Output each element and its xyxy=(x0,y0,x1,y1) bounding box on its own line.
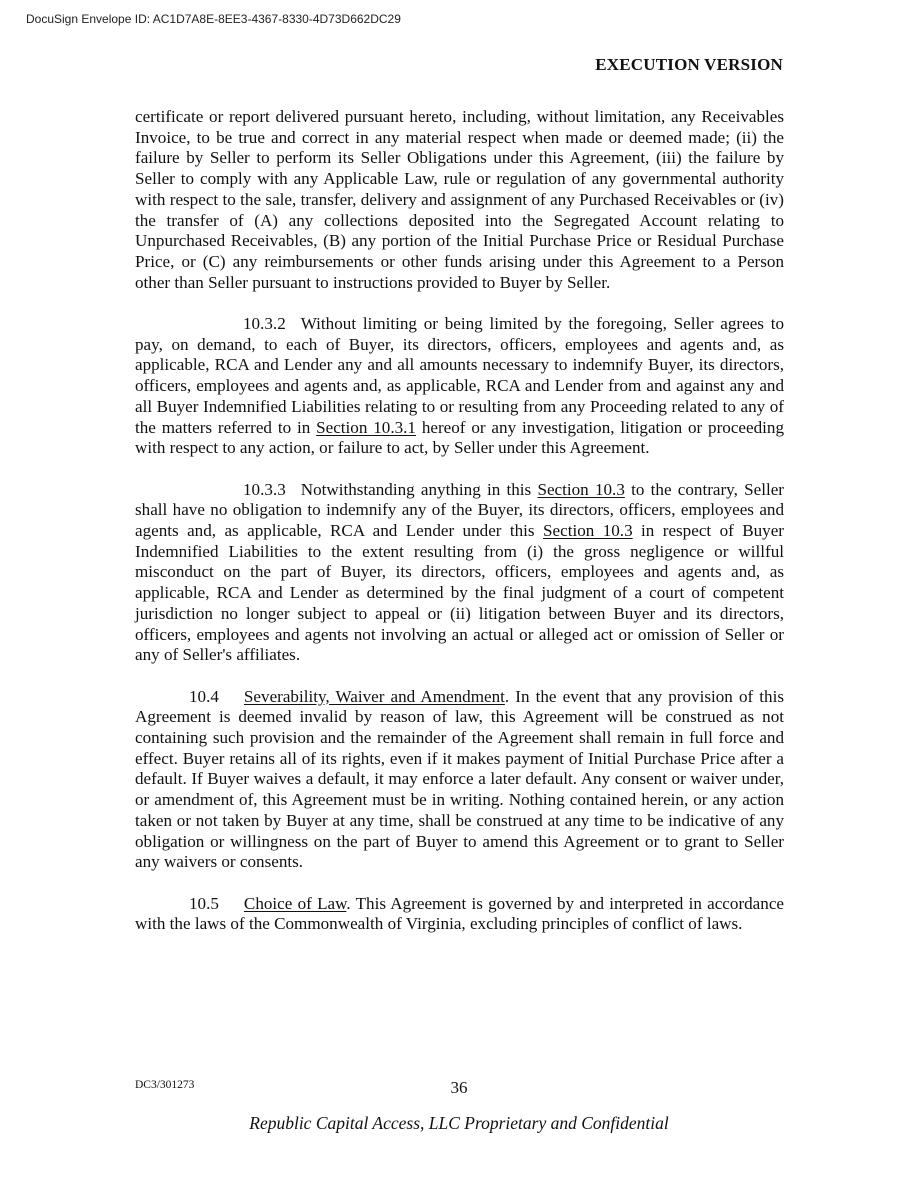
section-reference: Section 10.3.1 xyxy=(316,417,416,437)
paragraph-text: Notwithstanding anything in this xyxy=(300,479,538,499)
section-heading: Choice of Law xyxy=(243,893,347,913)
paragraph-text: in respect of Buyer Indemnified Liabilities to the extent resulting from (i) the gross negligence or willful misconduct on the part of Buyer, its directors, officers, employees and agents and, as applicable, RCA and Lender as determined by the final judgment of a court of competent jurisdiction no longer subject to appeal or (ii) litigation between Buyer and its directors, officers, employees and agents not involving an actual or alleged act or omission of Seller or any of Seller's affiliates. xyxy=(135,521,784,665)
paragraph-text: . This Agreement is governed by and interpreted in accordance with the laws of the Commonwealth of Virginia, excluding principles of conflict of laws. xyxy=(135,893,784,934)
section-10-4 xyxy=(135,687,784,873)
paragraph-text: Without limiting or being limited by the foregoing, Seller agrees to pay, on demand, to each of Buyer, its directors, officers, employees and agents and, as applicable, RCA and Lender any and all amounts necessary to indemnify Buyer, its directors, officers, employees and agents and, as applicable, RCA and Lender from and against any and all Buyer Indemnified Liabilities relating to or resulting from any Proceeding related to any of the matters referred to in xyxy=(135,314,784,437)
paragraph-continuation xyxy=(135,107,784,293)
confidentiality-notice: Republic Capital Access, LLC Proprietary and Confidential xyxy=(249,1113,669,1133)
section-heading: Severability, Waiver and Amendment xyxy=(243,686,505,706)
section-number: 10.3.3 xyxy=(243,479,286,499)
docusign-envelope-id: DocuSign Envelope ID: AC1D7A8E-8EE3-4367-8330-4D73D662DC29 xyxy=(26,12,401,26)
section-number: 10.5 xyxy=(189,893,219,913)
section-reference: Section 10.3 xyxy=(537,479,625,499)
section-reference: Section 10.3 xyxy=(543,521,633,541)
paragraph-text: . In the event that any provision of this Agreement is deemed invalid by reason of law, this Agreement will be construed as not containing such provision and the remainder of the Agreement shall remain in full force and effect. Buyer retains all of its rights, even if it makes payment of Initial Purchase Price after a default. If Buyer waives a default, it may enforce a later default. Any consent or waiver under, or amendment of, this Agreement must be in writing. Nothing contained herein, or any action taken or not taken by Buyer at any time, shall be construed at any time to be indicative of any obligation or willingness on the part of Buyer to amend this Agreement or to grant to Seller any waivers or consents. xyxy=(135,686,784,872)
execution-version-label: EXECUTION VERSION xyxy=(595,55,783,74)
section-number: 10.3.2 xyxy=(243,314,286,334)
section-10-3-3 xyxy=(135,480,784,666)
paragraph-text: certificate or report delivered pursuant hereto, including, without limitation, any Receivables Invoice, to be true and correct in any material respect when made or deemed made; (ii) the failure by Seller to perform its Seller Obligations under this Agreement, (iii) the failure by Seller to comply with any Applicable Law, rule or regulation of any governmental authority with respect to the sale, transfer, delivery and assignment of any Purchased Receivables or (iv) the transfer of (A) any collections deposited into the Segregated Account relating to Unpurchased Receivables, (B) any portion of the Initial Purchase Price or Residual Purchase Price, or (C) any reimbursements or other funds arising under this Agreement to a Person other than Seller pursuant to instructions provided to Buyer by Seller. xyxy=(135,107,784,292)
document-body xyxy=(135,107,784,956)
page-number: 36 xyxy=(450,1078,468,1097)
paragraph-text: to the contrary, Seller shall have no obligation to indemnify any of the Buyer, its directors, officers, employees and agents and, as applicable, RCA and Lender under this xyxy=(135,479,784,541)
section-10-5 xyxy=(135,894,784,935)
document-code: DC3/301273 xyxy=(135,1079,195,1091)
section-number: 10.4 xyxy=(189,686,219,706)
paragraph-text: hereof or any investigation, litigation or proceeding with respect to any action, or failure to act, by Seller under this Agreement. xyxy=(135,417,784,458)
section-10-3-2 xyxy=(135,314,784,459)
